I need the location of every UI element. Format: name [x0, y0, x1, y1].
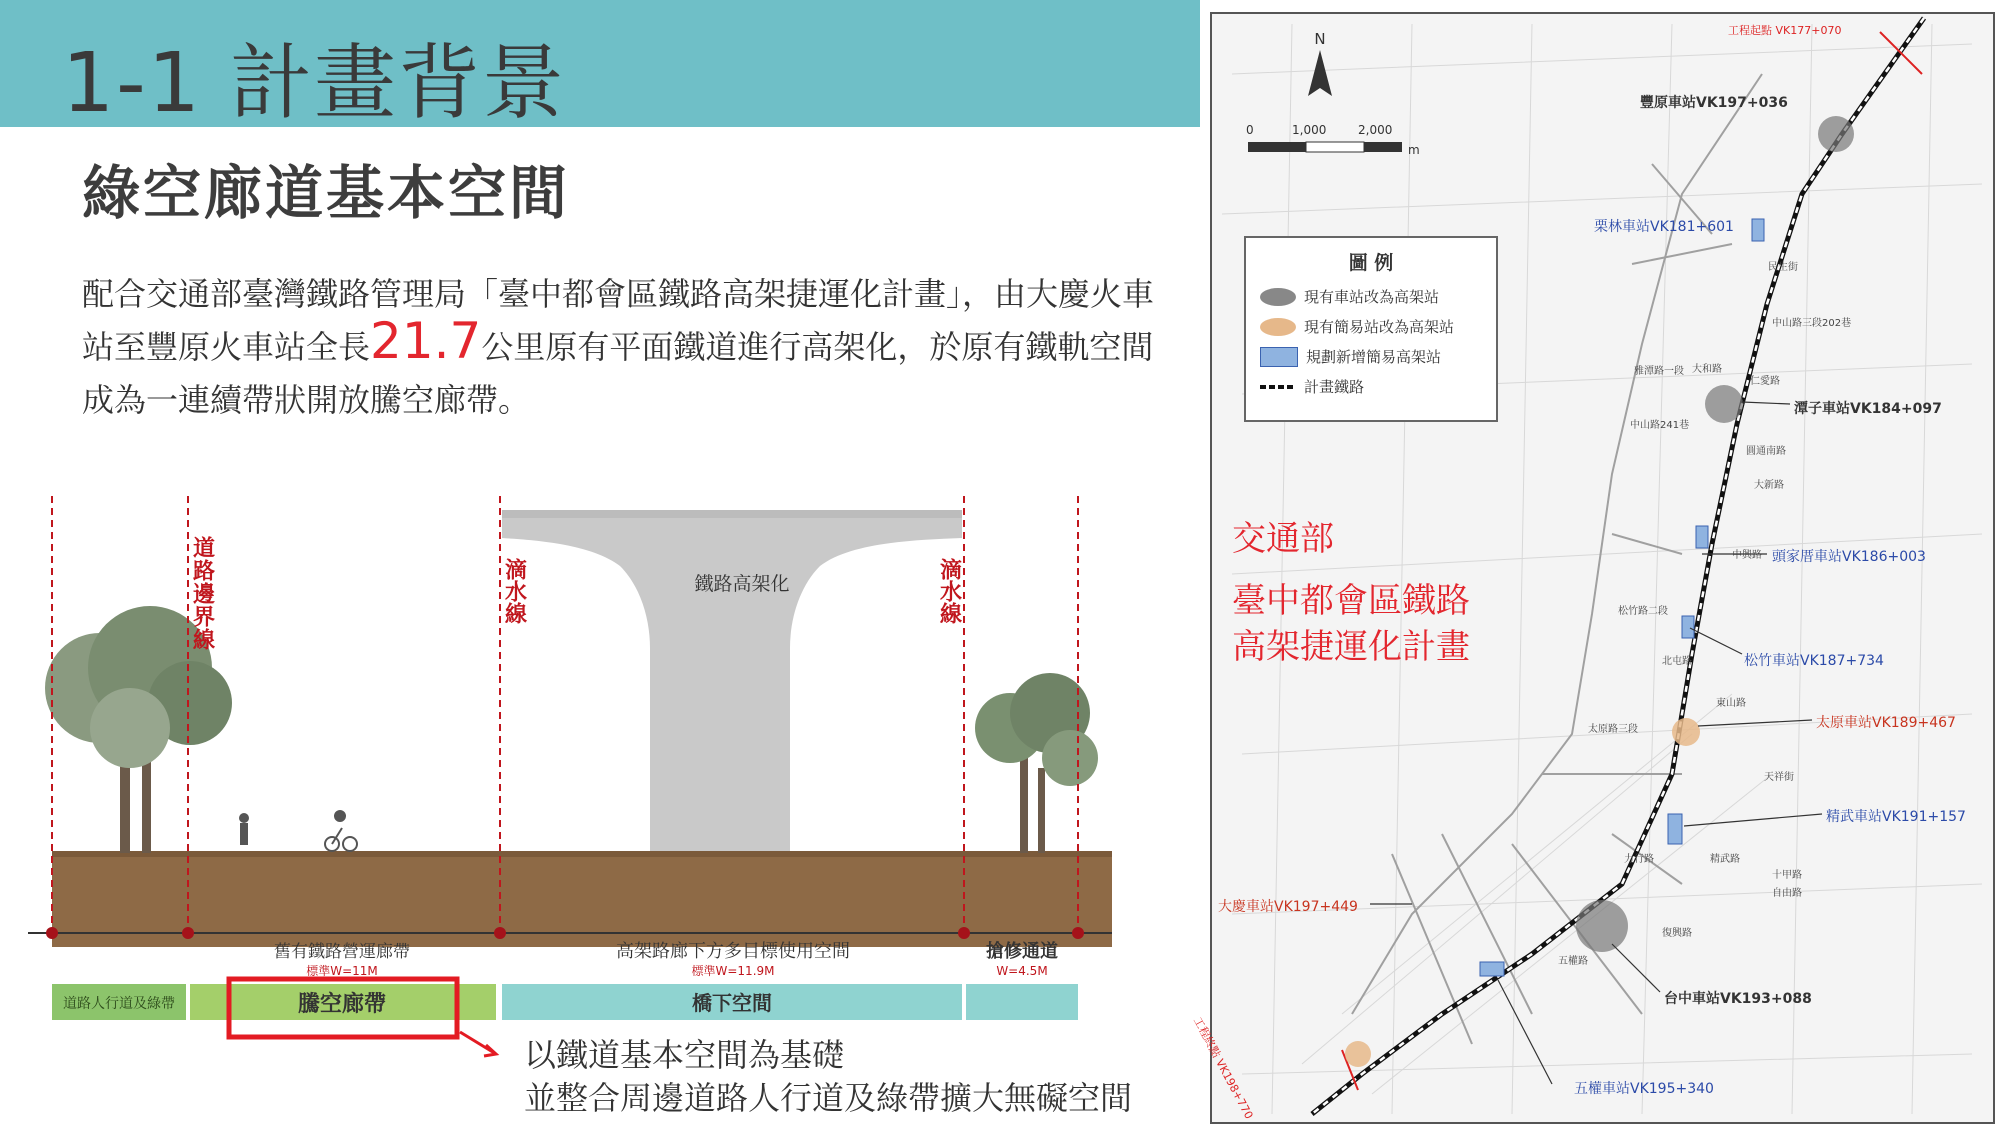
- map-legend: [1244, 236, 1498, 422]
- bar-maintenance: [966, 984, 1078, 1020]
- cross-section-svg: [20, 488, 1120, 1043]
- station-taiyuan-marker: [1672, 718, 1700, 746]
- paragraph-text-1: 配合交通部臺灣鐵路管理局「臺中都會區鐵路高架捷運化計畫」，由大慶火車站至豐原火車站全長: [82, 275, 1155, 366]
- bar-sidewalk-label: 道路人行道及綠帶: [63, 996, 175, 1012]
- section-label-old-corridor: 舊有鐵路營運廊帶: [274, 942, 410, 962]
- street-label: 仁愛路: [1750, 376, 1780, 387]
- station-label-fengyuan: 豐原車站VK197+036: [1640, 95, 1788, 111]
- station-wuquan-marker: [1480, 962, 1504, 976]
- street-label: 雅潭路一段: [1634, 366, 1684, 377]
- street-label: 圓通南路: [1746, 446, 1786, 457]
- note-line-2: 並整合周邊道路人行道及綠帶擴大無礙空間: [524, 1079, 1133, 1117]
- street-label: 松竹路二段: [1618, 606, 1668, 617]
- legend-row-existing: 現有車站改為高架站: [1260, 286, 1439, 307]
- bar-under-viaduct-label: 橋下空間: [692, 991, 772, 1015]
- station-taichung-marker: [1576, 900, 1628, 952]
- paragraph-text-2: 公里原有平面鐵道進行高架化，於原有鐵軌空間成為一連續帶狀開放騰空廊帶。: [82, 328, 1154, 419]
- section-label-under-viaduct: 高架路廊下方多目標使用空間: [616, 941, 850, 962]
- section-width-maintenance: W=4.5M: [996, 964, 1048, 978]
- chainage-end: 工程終點 VK198+770: [1190, 1014, 1256, 1122]
- bottom-note: [524, 1034, 1132, 1120]
- map-svg: [1212, 14, 1993, 1122]
- station-label-lilin: 栗林車站VK181+601: [1594, 219, 1734, 235]
- note-line-1: 以鐵道基本空間為基礎: [524, 1036, 845, 1074]
- arrow-icon: [460, 1032, 496, 1056]
- street-label: 大和路: [1692, 364, 1722, 375]
- street-label: 精武路: [1710, 854, 1740, 865]
- station-label-toujiacuo: 頭家厝車站VK186+003: [1772, 549, 1926, 565]
- station-fengyuan-marker: [1818, 116, 1854, 152]
- bar-corridor-label: 騰空廊帶: [297, 992, 387, 1017]
- route-map: [1190, 12, 1995, 1124]
- street-label: 力行路: [1624, 854, 1654, 865]
- station-songzhu-marker: [1682, 616, 1694, 638]
- agency-label: 交通部: [1232, 519, 1334, 559]
- svg-text:1,000: 1,000: [1292, 123, 1327, 137]
- intro-paragraph: [82, 268, 1172, 427]
- street-label: 中山路241巷: [1630, 420, 1690, 431]
- station-label-taichung: 台中車站VK193+088: [1664, 991, 1812, 1007]
- cross-section-diagram: [20, 488, 1120, 1043]
- station-tanzi-marker: [1705, 385, 1743, 423]
- svg-text:0: 0: [1246, 123, 1254, 137]
- street-label: 北屯路: [1662, 656, 1692, 667]
- section-width-under-viaduct: 標準W=11.9M: [691, 964, 775, 978]
- station-daqing-marker: [1345, 1041, 1371, 1067]
- street-label: 中興路: [1732, 550, 1762, 561]
- section-subtitle: 綠空廊道基本空間: [82, 159, 571, 227]
- svg-text:m: m: [1408, 143, 1420, 157]
- viaduct-label: 鐵路高架化: [694, 573, 790, 595]
- station-label-jingwu: 精武車站VK191+157: [1826, 809, 1966, 825]
- project-name-line2: 高架捷運化計畫: [1232, 627, 1470, 667]
- legend-row-new: 規劃新增簡易高架站: [1260, 346, 1441, 367]
- station-label-taiyuan: 太原車站VK189+467: [1816, 715, 1956, 731]
- legend-blue-square-icon: [1260, 347, 1298, 367]
- svg-text:N: N: [1314, 30, 1326, 48]
- length-highlight: 21.7: [370, 312, 482, 370]
- street-label: 十甲路: [1772, 870, 1802, 881]
- legend-orange-circle-icon: [1260, 318, 1296, 336]
- station-label-wuquan: 五權車站VK195+340: [1574, 1081, 1714, 1097]
- north-arrow-icon: [1308, 30, 1332, 96]
- dripline-right-label: 滴水線: [936, 558, 962, 624]
- project-name-line1: 臺中都會區鐵路: [1232, 581, 1470, 621]
- viaduct-shape: [502, 510, 962, 853]
- cyclist-icon: [325, 811, 357, 851]
- legend-row-simple: 現有簡易站改為高架站: [1260, 316, 1454, 337]
- street-label: 五權路: [1558, 956, 1588, 967]
- street-label: 民生街: [1768, 262, 1798, 273]
- street-label: 中山路三段202巷: [1772, 318, 1852, 329]
- dripline-left-label: 滴水線: [501, 558, 527, 624]
- legend-gray-circle-icon: [1260, 288, 1296, 306]
- tree-right-icon: [975, 673, 1098, 853]
- legend-title: 圖 例: [1348, 252, 1394, 274]
- station-label-daqing: 大慶車站VK197+449: [1218, 899, 1358, 915]
- chainage-start: 工程起點 VK177+070: [1728, 24, 1842, 37]
- station-label-songzhu: 松竹車站VK187+734: [1744, 653, 1884, 669]
- street-label: 太原路三段: [1588, 724, 1638, 735]
- pedestrian-icon: [239, 813, 249, 845]
- road-boundary-label: 道路邊界線: [189, 536, 215, 651]
- legend-railway-icon: [1260, 385, 1296, 389]
- street-label: 復興路: [1662, 928, 1692, 939]
- page-title: 1-1 計畫背景: [62, 36, 566, 131]
- street-label: 天祥街: [1764, 772, 1794, 783]
- street-label: 東山路: [1716, 698, 1746, 709]
- station-toujiacuo-marker: [1696, 526, 1708, 548]
- street-label: 自由路: [1772, 888, 1802, 899]
- section-label-maintenance: 搶修通道: [986, 941, 1058, 962]
- legend-row-railway: 計畫鐵路: [1260, 376, 1364, 397]
- street-label: 大新路: [1754, 480, 1784, 491]
- station-label-tanzi: 潭子車站VK184+097: [1794, 401, 1942, 417]
- svg-text:2,000: 2,000: [1358, 123, 1393, 137]
- station-lilin-marker: [1752, 219, 1764, 241]
- section-width-old-corridor: 標準W=11M: [306, 964, 378, 978]
- scale-bar: [1246, 123, 1420, 157]
- station-jingwu-marker: [1668, 814, 1682, 844]
- viaduct-deck: [502, 510, 962, 518]
